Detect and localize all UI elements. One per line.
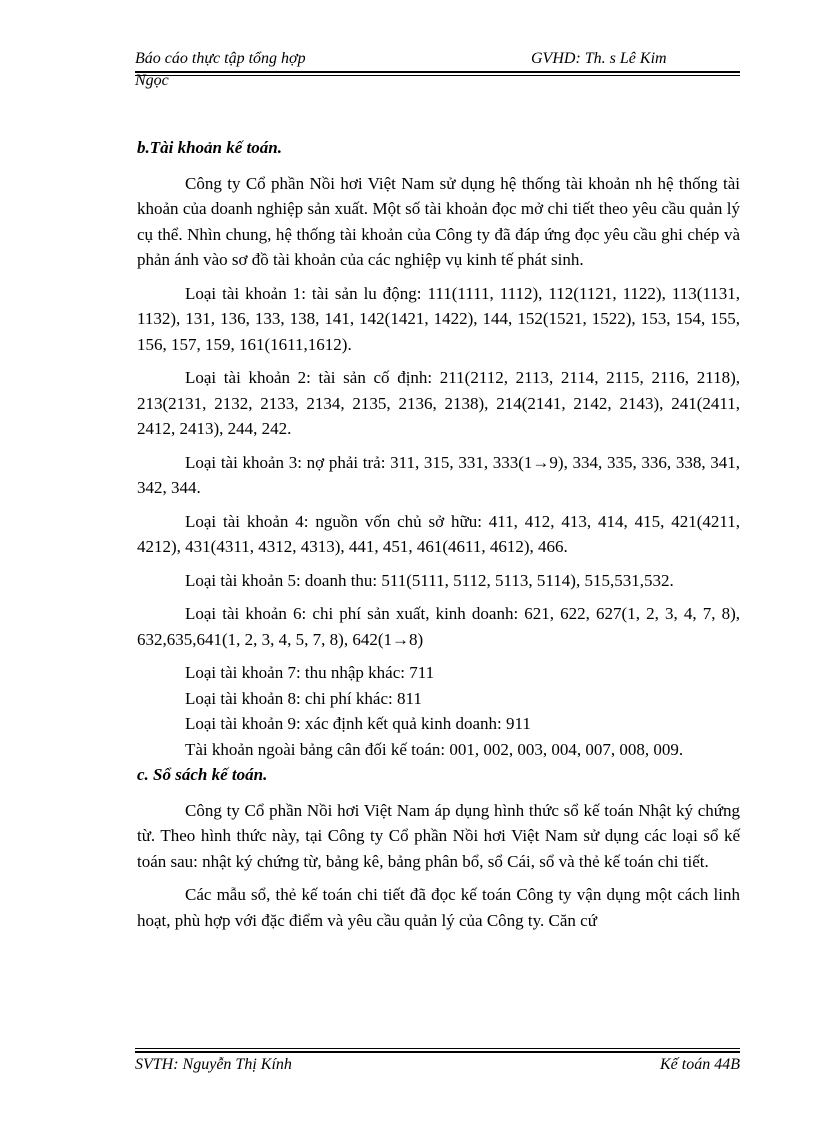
paragraph: Công ty Cổ phần Nồi hơi Việt Nam áp dụng hình thức sổ kế toán Nhật ký chứng từ. Theo hình thức này, tại Công ty Cổ phần Nồi hơi Việt Nam sử dụng các loại sổ kế toán sau: nhật ký chứng từ, bảng kê, bảng phân bổ, sổ Cái, sổ và thẻ kế toán chi tiết. [137, 800, 740, 871]
paragraph: Loại tài khoản 4: nguồn vốn chủ sở hữu: 411, 412, 413, 414, 415, 421(4211, 4212), 431(4311, 4312, 4313), 441, 451, 461(4611, 4612), 466. [137, 511, 740, 556]
footer-student: SVTH: Nguyễn Thị Kính [135, 1056, 292, 1073]
paragraph: Loại tài khoản 7: thu nhập khác: 711 [185, 663, 435, 682]
paragraph: Loại tài khoản 9: xác định kết quả kinh doanh: 911 [185, 714, 531, 733]
header-supervisor: GVHD: Th. s Lê Kim [531, 50, 667, 67]
header-supervisor-continued: Ngọc [135, 72, 169, 89]
paragraph: Loại tài khoản 1: tài sản lu động: 111(1111, 1112), 112(1121, 1122), 113(1131, 1132), 131, 136, 133, 138, 141, 142(1421, 1422), 144, 152(1521, 1522), 153, 154, 155, 156, 157, 159, 161(1611,1612). [137, 283, 740, 354]
page-header [135, 50, 740, 89]
paragraph: Loại tài khoản 5: doanh thu: 511(5111, 5112, 5113, 5114), 515,531,532. [185, 570, 674, 590]
paragraph: Các mẫu sổ, thẻ kế toán chi tiết đã đọc kế toán Công ty vận dụng một cách linh hoạt, phù hợp với đặc điểm và yêu cầu quản lý của Công ty. Căn cứ [137, 885, 740, 930]
paragraph: Loại tài khoản 6: chi phí sản xuất, kinh doanh: 621, 622, 627(1, 2, 3, 4, 7, 8), 632,635,641(1, 2, 3, 4, 5, 7, 8), 642(1→8) [137, 604, 740, 649]
footer-class: Kế toán 44B [660, 1056, 740, 1073]
paragraph: Công ty Cổ phần Nồi hơi Việt Nam sử dụng hệ thống tài khoản nh hệ thống tài khoản của doanh nghiệp sản xuất. Một số tài khoản đọc mở chi tiết theo yêu cầu quản lý cụ thể. Nhìn chung, hệ thống tài khoản của Công ty đã đáp ứng đọc yêu cầu ghi chép và phản ánh vào sơ đồ tài khoản của các nghiệp vụ kinh tế phát sinh. [137, 173, 740, 269]
paragraph: Loại tài khoản 3: nợ phải trả: 311, 315, 331, 333(1→9), 334, 335, 336, 338, 341, 342, 344. [137, 452, 740, 497]
section-b-title: b.Tài khoản kế toán. [137, 138, 282, 157]
page-body [137, 135, 740, 933]
footer-rule-thick [135, 1051, 740, 1053]
section-c-title: c. Sổ sách kế toán. [137, 765, 268, 784]
paragraph: Loại tài khoản 8: chi phí khác: 811 [185, 688, 422, 708]
header-report-title: Báo cáo thực tập tổng hợp [135, 50, 306, 67]
header-rule-thick [135, 71, 740, 73]
paragraph: Loại tài khoản 2: tài sản cố định: 211(2112, 2113, 2114, 2115, 2116, 2118), 213(2131, 2132, 2133, 2134, 2135, 2136, 2138), 214(2141, 2142, 2143), 241(2411, 2412, 2413), 244, 242. [137, 368, 740, 438]
header-rule-thin [135, 75, 740, 76]
header-row [135, 50, 740, 70]
footer-rule-thin [135, 1048, 740, 1049]
paragraph: Tài khoản ngoài bảng cân đối kế toán: 001, 002, 003, 004, 007, 008, 009. [185, 739, 684, 759]
